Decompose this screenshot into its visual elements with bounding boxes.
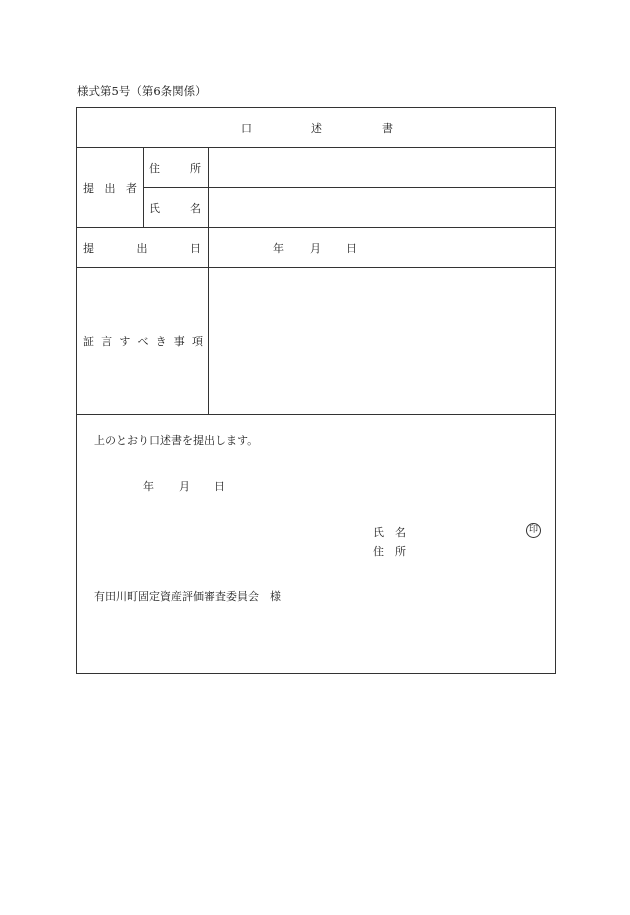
divider — [77, 414, 555, 415]
month-label: 月 — [310, 241, 321, 255]
divider — [143, 147, 144, 227]
statement-name-label: 氏 名 — [373, 526, 406, 539]
seal-mark: 印 — [526, 523, 541, 538]
statement-day: 日 — [214, 480, 225, 493]
statement-form — [76, 107, 556, 674]
submission-date-field[interactable] — [209, 228, 555, 267]
year-label: 年 — [273, 241, 284, 255]
day-label: 日 — [346, 241, 357, 255]
title-char: 述 — [311, 122, 322, 135]
address-label: 住 所 — [149, 161, 201, 175]
name-label: 氏 名 — [149, 201, 201, 215]
addressee: 有田川町固定資産評価審査委員会 様 — [94, 590, 281, 603]
form-number-label: 様式第5号（第6条関係） — [77, 84, 207, 98]
submission-date-label: 提 出 日 — [83, 241, 201, 255]
testimony-label: 証 言 す べ き 事 項 — [83, 335, 203, 348]
statement-year: 年 — [143, 480, 154, 493]
address-field[interactable] — [209, 148, 555, 187]
name-field[interactable] — [209, 188, 555, 227]
submitter-label: 提 出 者 — [83, 181, 137, 195]
title-char: 書 — [382, 122, 393, 135]
statement-month: 月 — [179, 480, 190, 493]
title-char: 口 — [241, 122, 252, 135]
statement-address-label: 住 所 — [373, 545, 406, 558]
testimony-field[interactable] — [209, 268, 555, 414]
statement-text: 上のとおり口述書を提出します。 — [94, 434, 259, 447]
